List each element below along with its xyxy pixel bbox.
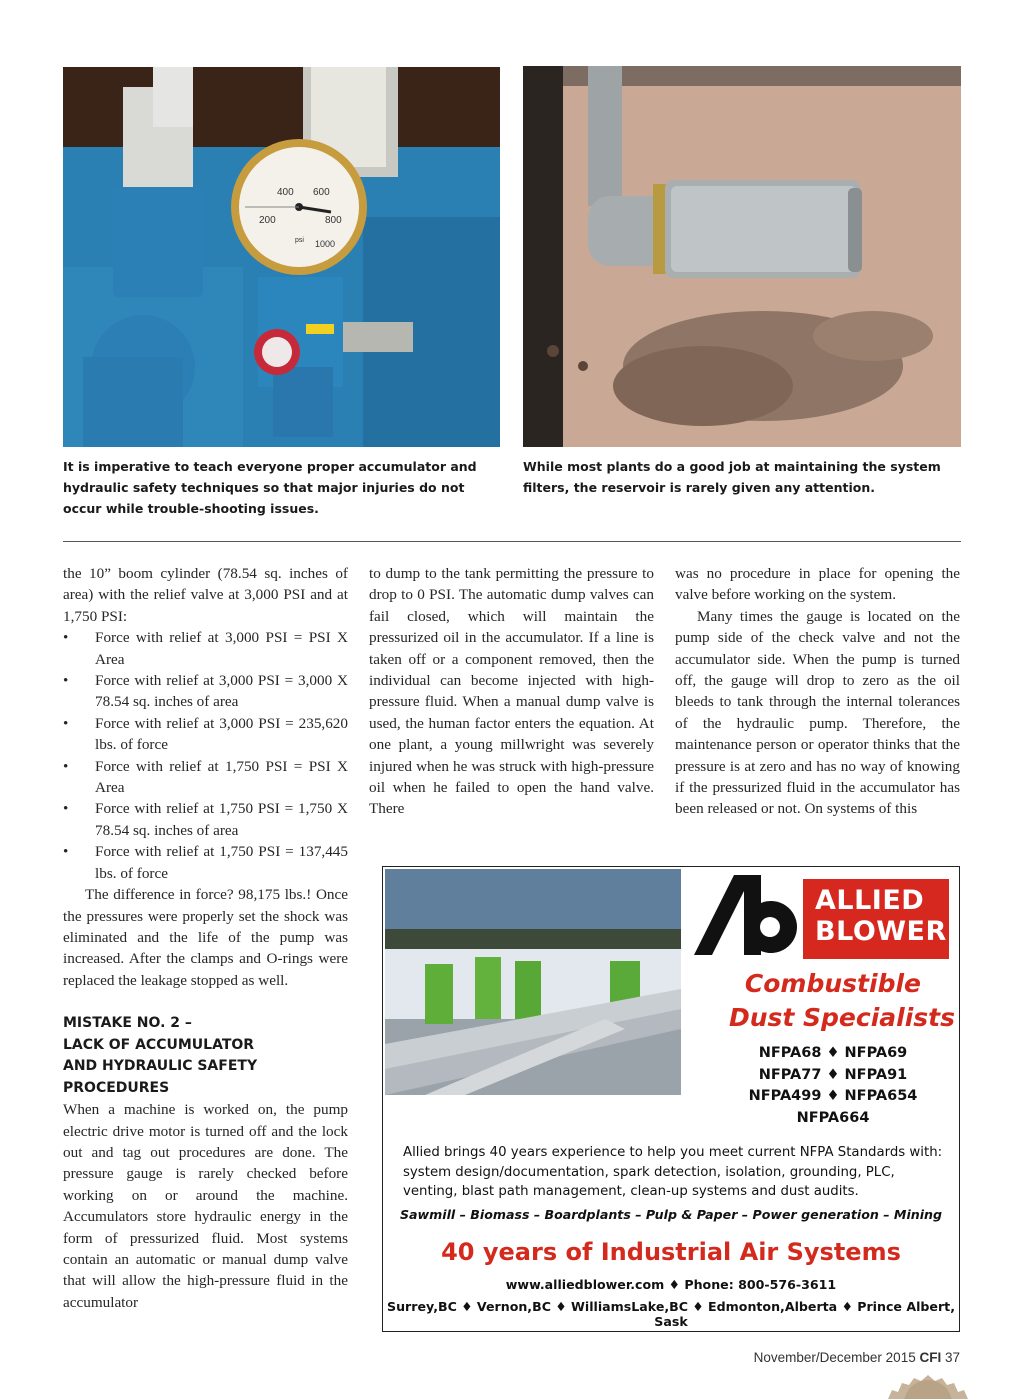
bullet-icon: • <box>63 629 69 647</box>
photo-reservoir-filter <box>523 66 961 447</box>
bullet-text: Force with relief at 1,750 PSI = 1,750 X 78.54 sq. inches of area <box>95 800 348 839</box>
bullet-item <box>63 670 348 713</box>
col3-p2: Many times the gauge is located on the pump side of the check valve and not the accumulator side. When the pump is turned off, the gauge will drop to zero as the oil bleeds to tank through the internal tolerances of the hydraulic pump. Therefore, the maintenance person or operator thinks that the pressure is at zero and has no way of knowing if the pressurized fluid in the accumulator has been released or not. On systems of this <box>675 607 960 818</box>
allied-blower-logo-icon <box>694 875 799 960</box>
bullet-item <box>63 713 348 756</box>
sawblade-icon <box>878 1370 978 1399</box>
allied-blower-logo-text <box>803 879 949 959</box>
ad-locations: Surrey,BC ♦ Vernon,BC ♦ WilliamsLake,BC ♦ Edmonton,Alberta ♦ Prince Albert, Sask <box>387 1299 955 1329</box>
ad-contact-link[interactable]: www.alliedblower.com ♦ Phone: 800-576-3611 <box>505 1277 837 1292</box>
col1-intro: the 10” boom cylinder (78.54 sq. inches of area) with the relief valve at 3,000 PSI and at 1,750 PSI: <box>63 565 348 625</box>
gauge-mark-1000: 1000 <box>315 239 336 249</box>
bullet-item <box>63 756 348 799</box>
heading-line: AND HYDRAULIC SAFETY <box>63 1058 258 1075</box>
nfpa-standards <box>703 1043 963 1129</box>
nfpa-line: NFPA499 ♦ NFPA654 <box>748 1088 918 1104</box>
bullet-item <box>63 798 348 841</box>
column-1 <box>63 563 348 1313</box>
logo-line-1: ALLIED <box>815 885 925 916</box>
bullet-text: Force with relief at 3,000 PSI = 235,620 lbs. of force <box>95 714 348 754</box>
allied-blower-ad[interactable] <box>382 866 960 1332</box>
ad-slogan: 40 years of Industrial Air Systems <box>441 1238 901 1266</box>
mistake-heading <box>63 1013 348 1099</box>
heading-line: PROCEDURES <box>63 1079 170 1096</box>
gauge-mark-400: 400 <box>277 187 294 198</box>
ad-title-line-2: Dust Specialists <box>728 1003 955 1032</box>
ad-sectors: Sawmill – Biomass – Boardplants – Pulp & Paper – Power generation – Mining <box>399 1207 943 1222</box>
column-2 <box>369 563 654 820</box>
caption-left: It is imperative to teach everyone proper accumulator and hydraulic safety techniques so that major injuries do not occur while trouble-shooting issues. <box>63 459 477 516</box>
nfpa-line: NFPA77 ♦ NFPA91 <box>758 1066 908 1083</box>
bullet-icon: • <box>63 757 69 775</box>
footer-date: November/December 2015 <box>753 1350 920 1365</box>
bullet-text: Force with relief at 1,750 PSI = PSI X Area <box>95 757 348 797</box>
bullet-text: Force with relief at 3,000 PSI = PSI X Area <box>95 629 348 668</box>
col2-text: to dump to the tank permitting the pressure to drop to 0 PSI. The automatic dump valves can fail closed, which will maintain the pressurized oil in the accumulator. If a line is taken off or a component removed, then the individual can become injected with high-pressure fluid. When a manual dump valve is used, the human factor enters the equation. At one plant, a young millwright was severely injured when he was struck with high-pressure oil when he failed to open the hand valve. There <box>369 565 654 818</box>
col1-mistake-para: When a machine is worked on, the pump electric drive motor is turned off and the lock out and tag out procedures are done. The pressure gauge is rarely checked before working on or around the machine. Accumulators store hydraulic energy in the form of pressurized fluid. Most systems contain an automatic or manual dump valve that will allow the high-pressure fluid in the accumulator <box>63 1101 348 1311</box>
column-3 <box>675 563 960 820</box>
nfpa-line: NFPA68 ♦ NFPA69 <box>758 1045 908 1061</box>
gauge-mark-600: 600 <box>313 187 330 198</box>
bullet-text: Force with relief at 3,000 PSI = 3,000 X 78.54 sq. inches of area <box>95 672 348 711</box>
gauge-mark-unit: psi <box>295 237 304 244</box>
ad-title <box>683 967 955 1035</box>
bullet-item <box>63 627 348 670</box>
footer-page-number: 37 <box>941 1350 960 1365</box>
page-footer <box>700 1350 960 1365</box>
heading-line: LACK OF ACCUMULATOR <box>63 1036 255 1053</box>
col1-difference: The difference in force? 98,175 lbs.! Once the pressures were properly set the shock was eliminated and the life of the pump was increased. After the clamps and O-rings were replaced the leakage stopped as well. <box>63 886 348 989</box>
ad-photo-dust-collectors <box>385 869 681 1095</box>
bullet-item <box>63 841 348 884</box>
bullet-icon: • <box>63 672 69 690</box>
gauge-mark-200: 200 <box>259 215 276 226</box>
heading-line: MISTAKE NO. 2 – <box>63 1015 192 1032</box>
section-divider <box>63 541 961 542</box>
bullet-icon: • <box>63 800 69 818</box>
col3-p1: was no procedure in place for opening the valve before working on the system. <box>675 565 960 604</box>
ad-body: Allied brings 40 years experience to help you meet current NFPA Standards with: system design/documentation, spark detection, isolation, grounding, PLC, venting, blast path management, clean-up systems and dust audits. <box>403 1145 943 1199</box>
ad-title-line-1: Combustible <box>744 969 921 998</box>
logo-line-2: BLOWER <box>815 916 947 947</box>
footer-magazine: CFI <box>919 1350 942 1365</box>
gauge-mark-800: 800 <box>325 215 342 226</box>
nfpa-line: NFPA664 <box>796 1109 870 1126</box>
bullet-icon: • <box>63 843 69 861</box>
photo-hydraulic-gauge <box>63 67 500 447</box>
caption-right: While most plants do a good job at maintaining the system filters, the reservoir is rarely given any attention. <box>523 459 941 495</box>
bullet-text: Force with relief at 1,750 PSI = 137,445 lbs. of force <box>95 843 348 882</box>
bullet-icon: • <box>63 714 69 732</box>
